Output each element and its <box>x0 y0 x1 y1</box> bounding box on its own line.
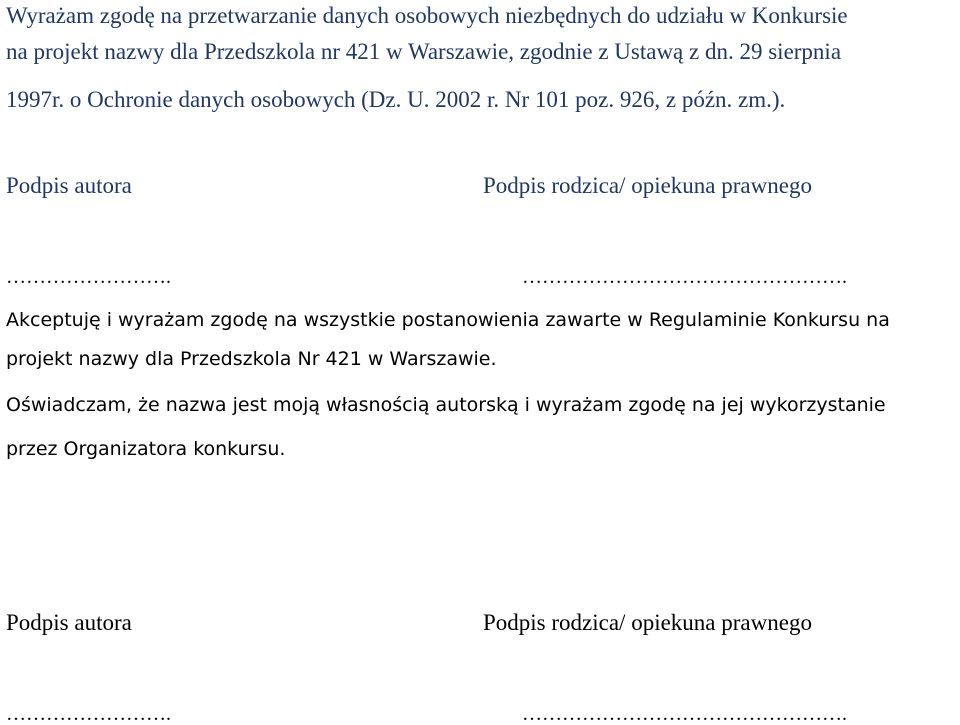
consent-line-1: Wyrażam zgodę na przetwarzanie danych osobowych niezbędnych do udziału w Konkursie <box>6 3 848 28</box>
author-signature-line-2: ……………………. <box>6 703 171 725</box>
author-signature-line: ……………………. <box>6 266 171 288</box>
author-signature-label: Podpis autora <box>6 173 132 198</box>
declaration-line-2: przez Organizatora konkursu. <box>6 438 286 460</box>
guardian-signature-label-2: Podpis rodzica/ opiekuna prawnego <box>483 610 812 635</box>
declaration-line-1: Oświadczam, że nazwa jest moją własnością autorską i wyrażam zgodę na jej wykorzystanie <box>6 394 886 416</box>
acceptance-line-2: projekt nazwy dla Przedszkola Nr 421 w Warszawie. <box>6 348 497 370</box>
author-signature-label-2: Podpis autora <box>6 610 132 635</box>
guardian-signature-label: Podpis rodzica/ opiekuna prawnego <box>483 173 812 198</box>
consent-line-2: na projekt nazwy dla Przedszkola nr 421 w Warszawie, zgodnie z Ustawą z dn. 29 sierpnia <box>6 39 842 64</box>
consent-line-3: 1997r. o Ochronie danych osobowych (Dz. U. 2002 r. Nr 101 poz. 926, z późn. zm.). <box>6 87 786 112</box>
guardian-signature-line-2: …………………………………………. <box>522 703 847 725</box>
guardian-signature-line: …………………………………………. <box>522 266 847 288</box>
acceptance-line-1: Akceptuję i wyrażam zgodę na wszystkie postanowienia zawarte w Regulaminie Konkursu na <box>6 309 890 331</box>
